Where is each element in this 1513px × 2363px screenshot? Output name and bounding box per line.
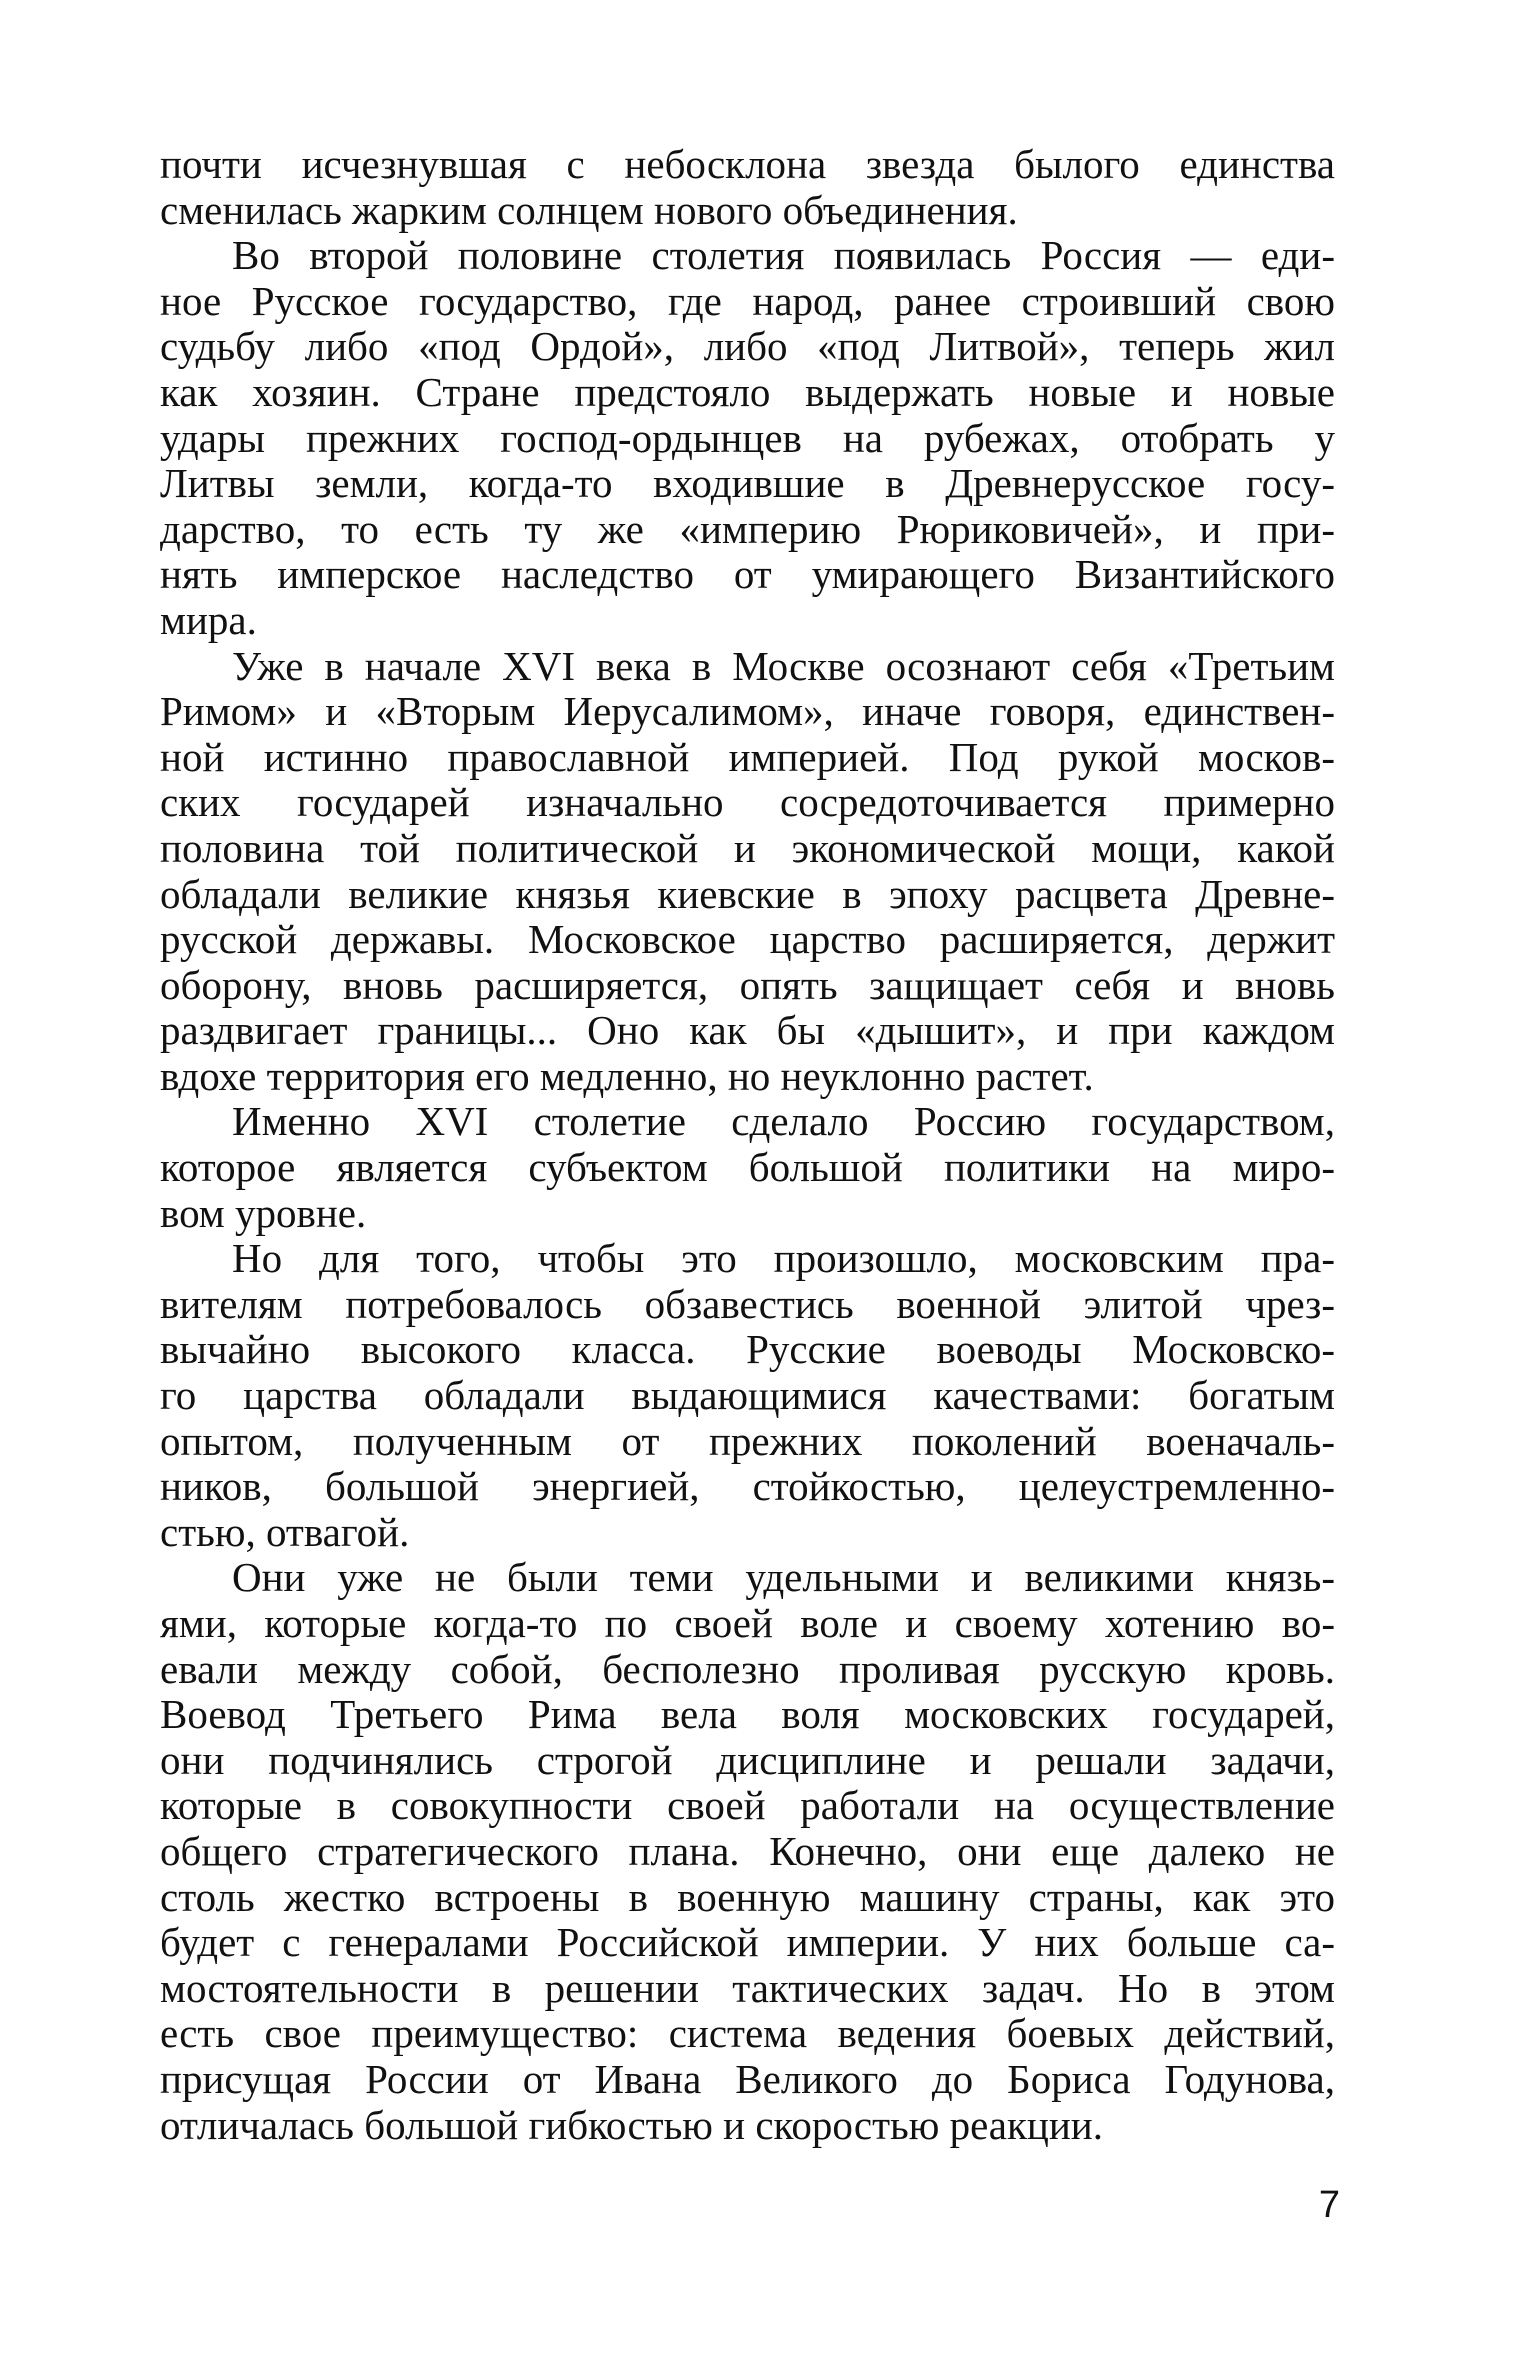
text-line: раздвигает границы... Оно как бы «дышит», и при каждом [160,1007,1335,1054]
text-line: евали между собой, бесполезно проливая русскую кровь. [160,1645,1335,1692]
text-line: будет с генералами Российской империи. У них больше са- [160,1919,1335,1966]
page-number: 7 [1318,2184,1340,2226]
text-line: го царства обладали выдающимися качествами: богатым [160,1372,1335,1419]
text-line: они подчинялись строгой дисциплине и решали задачи, [160,1736,1335,1783]
text-line: присущая России от Ивана Великого до Бориса Годунова, [160,2055,1335,2102]
paragraph-first-line: Именно XVI столетие сделало Россию государством, [232,1098,1335,1145]
text-line: как хозяин. Стране предстояло выдержать новые и новые [160,368,1335,415]
paragraph-first-line: Но для того, чтобы это произошло, московским пра- [232,1235,1335,1282]
text-line: ями, которые когда-то по своей воле и своему хотению во- [160,1600,1335,1646]
text-line: дарство, то есть ту же «империю Рюриковичей», и при- [160,505,1335,552]
text-line: сменилась жарким солнцем нового объединения. [160,186,1018,233]
text-line: опытом, полученным от прежних поколений военачаль- [160,1417,1335,1464]
text-line: стью, отвагой. [160,1508,410,1555]
text-line: половина той политической и экономической мощи, какой [160,824,1335,871]
text-line: вдохе территория его медленно, но неуклонно растет. [160,1052,1094,1099]
text-line: мира. [160,596,257,643]
text-line: ских государей изначально сосредоточивается примерно [160,779,1335,826]
text-line: судьбу либо «под Ордой», либо «под Литвой», теперь жил [160,323,1335,370]
text-line: Воевод Третьего Рима вела воля московских государей, [160,1691,1335,1738]
text-line: Римом» и «Вторым Иерусалимом», иначе говоря, единствен- [160,688,1335,735]
text-line: столь жестко встроены в военную машину страны, как это [160,1873,1335,1920]
text-line: оборону, вновь расширяется, опять защищает себя и вновь [160,961,1335,1008]
text-line: почти исчезнувшая с небосклона звезда былого единства [160,141,1335,187]
text-line: отличалась большой гибкостью и скоростью реакции. [160,2101,1103,2148]
text-line: вом уровне. [160,1189,367,1236]
text-line: которое является субъектом большой политики на миро- [160,1144,1335,1191]
paragraph-first-line: Они уже не были теми удельными и великими князь- [232,1554,1335,1601]
text-line: мостоятельности в решении тактических задач. Но в этом [160,1964,1335,2011]
text-line: Литвы земли, когда-то входившие в Древнерусское госу- [160,460,1335,507]
paragraph-first-line: Во второй половине столетия появилась Россия — еди- [232,232,1335,279]
body-text [160,142,1335,2148]
text-line: общего стратегического плана. Конечно, они еще далеко не [160,1827,1335,1874]
text-line: которые в совокупности своей работали на осуществление [160,1782,1335,1829]
text-line: нять имперское наследство от умирающего Византийского [160,551,1335,598]
text-line: ников, большой энергией, стойкостью, целеустремленно- [160,1463,1335,1510]
paragraph-first-line: Уже в начале XVI века в Москве осознают себя «Третьим [232,642,1335,689]
text-line: ное Русское государство, где народ, ранее строивший свою [160,277,1335,324]
text-line: вычайно высокого класса. Русские воеводы Московско- [160,1326,1335,1373]
text-line: вителям потребовалось обзавестись военной элитой чрез- [160,1280,1335,1327]
text-line: обладали великие князья киевские в эпоху расцвета Древне- [160,870,1335,917]
text-line: есть свое преимущество: система ведения боевых действий, [160,2010,1335,2057]
text-line: ной истинно православной империей. Под рукой москов- [160,733,1335,780]
text-line: русской державы. Московское царство расширяется, держит [160,916,1335,963]
text-line: удары прежних господ-ордынцев на рубежах, отобрать у [160,414,1335,461]
